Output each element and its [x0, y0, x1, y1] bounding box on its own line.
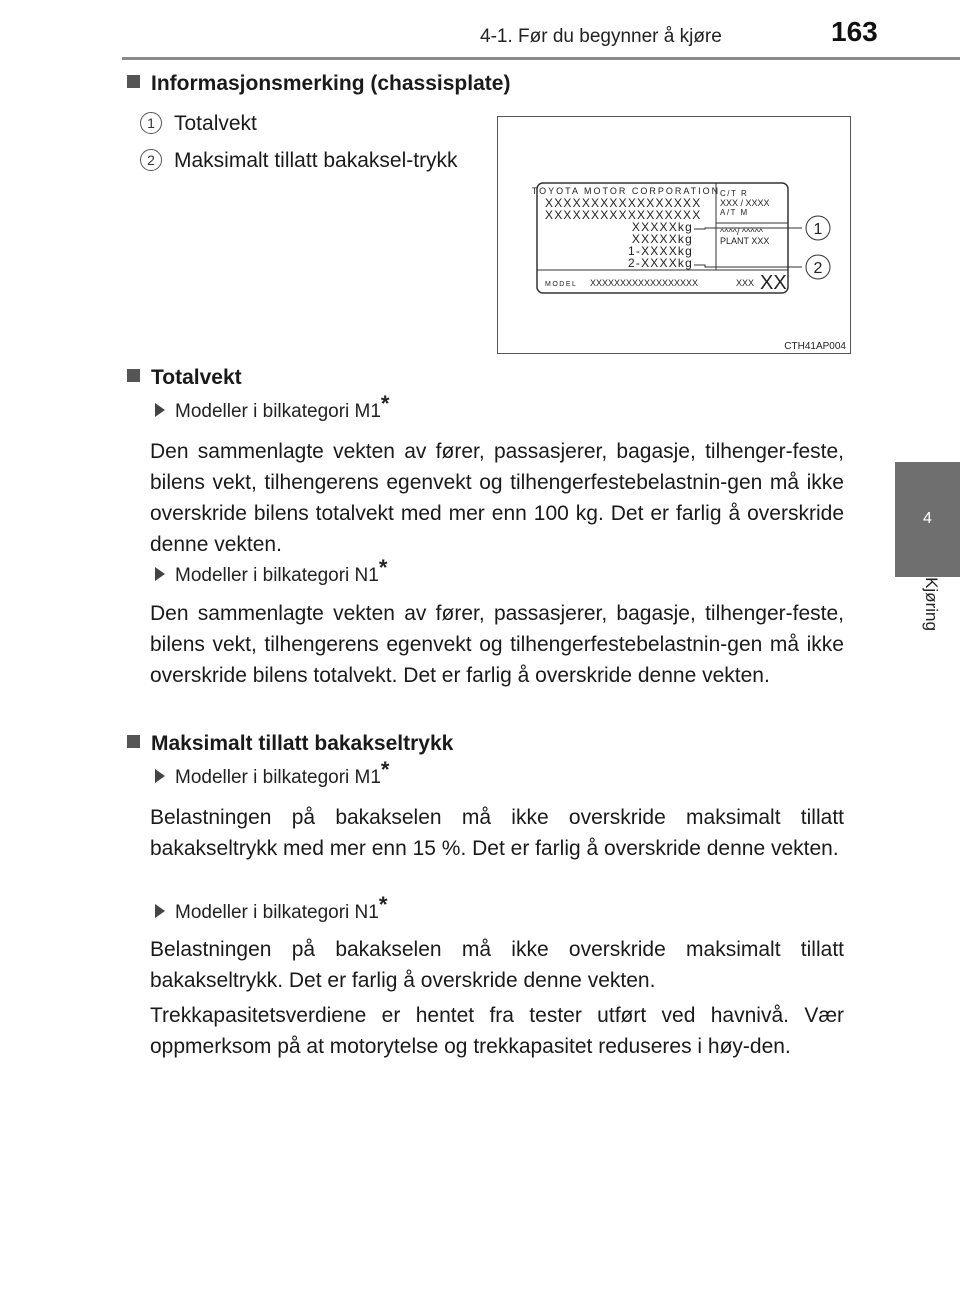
- section-heading: [127, 366, 242, 390]
- section-heading: [127, 72, 510, 96]
- plate-axle-1: 1-XXXXkg: [628, 244, 693, 258]
- paragraph: Den sammenlagte vekten av fører, passasjerer, bagasje, tilhenger-feste, bilens vekt, tilhengerens egenvekt og tilhengerfestebelastnin-gen må ikke overskride bilens totalvekt. Det er farlig å overskride denne vekten.: [150, 602, 844, 687]
- header-rule: [122, 57, 960, 60]
- chassis-plate-illustration: [498, 117, 850, 353]
- triangle-bullet-icon: [155, 769, 165, 783]
- plate-caret-line: ^^^^/ ^^^^^: [720, 227, 764, 237]
- square-bullet-icon: [127, 75, 140, 88]
- plate-xline-1: XXXXXXXXXXXXXXXXX: [545, 196, 702, 210]
- chapter-tab: [895, 462, 960, 577]
- plate-ctr-val: XXX / XXXX: [720, 198, 770, 208]
- paragraph: Den sammenlagte vekten av fører, passasjerer, bagasje, tilhenger-feste, bilens vekt, tilhengerens egenvekt og tilhengerfestebelastnin-gen må ikke overskride bilens totalvekt med mer enn 100 kg. Det er farlig å overskride denne vekten.: [150, 440, 844, 556]
- chapter-label-text: Kjøring: [922, 577, 941, 631]
- callout-number-2: 2: [813, 260, 823, 277]
- square-bullet-icon: [127, 369, 140, 382]
- plate-atm: A/T M: [720, 208, 749, 217]
- plate-plant: PLANT XXX: [720, 236, 770, 246]
- legend-text: Maksimalt tillatt bakaksel-trykk: [174, 149, 458, 172]
- bullet-text: Modeller i bilkategori N1: [175, 902, 379, 923]
- category-bullet: [155, 555, 388, 587]
- plate-xxx: XXX: [736, 278, 755, 288]
- paragraph: Belastningen på bakakselen må ikke overskride maksimalt tillatt bakakseltrykk med mer enn 15 %. Det er farlig å overskride denne vekten.: [150, 806, 844, 860]
- bullet-text: Modeller i bilkategori M1: [175, 401, 381, 422]
- section-heading-text: Maksimalt tillatt bakakseltrykk: [151, 732, 454, 755]
- plate-weight-1: XXXXXkg: [631, 220, 693, 234]
- chapter-label: [913, 577, 941, 650]
- paragraph: Belastningen på bakakselen må ikke overskride maksimalt tillatt bakakseltrykk. Det er farlig å overskride denne vekten.: [150, 938, 844, 992]
- asterisk: *: [378, 892, 388, 917]
- page-number: 163: [831, 16, 878, 47]
- plate-xline-2: XXXXXXXXXXXXXXXXX: [545, 208, 702, 222]
- asterisk: *: [380, 391, 390, 416]
- section-heading: [127, 732, 453, 756]
- plate-title: TOYOTA MOTOR CORPORATION: [531, 186, 721, 196]
- plate-model-label: MODEL: [545, 281, 578, 288]
- legend-item: [140, 145, 485, 176]
- category-bullet: [155, 391, 390, 423]
- callout-number-1: 1: [813, 221, 823, 238]
- category-bullet: [155, 892, 388, 924]
- triangle-bullet-icon: [155, 403, 165, 417]
- section-title: 4-1. Før du begynner å kjøre: [480, 26, 722, 47]
- category-bullet: [155, 757, 390, 789]
- callout-number: 2: [140, 149, 162, 171]
- paragraph: Trekkapasitetsverdiene er hentet fra tester utført ved havnivå. Vær oppmerksom på at motorytelse og trekkapasitet reduseres i høy-den.: [150, 1004, 844, 1058]
- square-bullet-icon: [127, 735, 140, 748]
- asterisk: *: [378, 555, 388, 580]
- page-header: [0, 0, 960, 70]
- triangle-bullet-icon: [155, 567, 165, 581]
- chassis-plate-figure: [497, 116, 851, 354]
- triangle-bullet-icon: [155, 904, 165, 918]
- bullet-text: Modeller i bilkategori M1: [175, 767, 381, 788]
- plate-model-val: XXXXXXXXXXXXXXXXXX: [590, 278, 699, 288]
- figure-code: CTH41AP004: [784, 341, 846, 352]
- chapter-number: 4: [923, 510, 932, 527]
- plate-xx-big: XX: [760, 272, 787, 294]
- legend-item: [140, 108, 485, 139]
- asterisk: *: [380, 757, 390, 782]
- plate-ctr: C/T R: [720, 189, 749, 198]
- bullet-text: Modeller i bilkategori N1: [175, 565, 379, 586]
- callout-number: 1: [140, 112, 162, 134]
- legend-text: Totalvekt: [174, 112, 257, 135]
- plate-axle-2: 2-XXXXkg: [628, 256, 693, 270]
- plate-weight-2: XXXXXkg: [631, 232, 693, 246]
- section-heading-text: Totalvekt: [151, 366, 242, 389]
- section-heading-text: Informasjonsmerking (chassisplate): [151, 72, 511, 95]
